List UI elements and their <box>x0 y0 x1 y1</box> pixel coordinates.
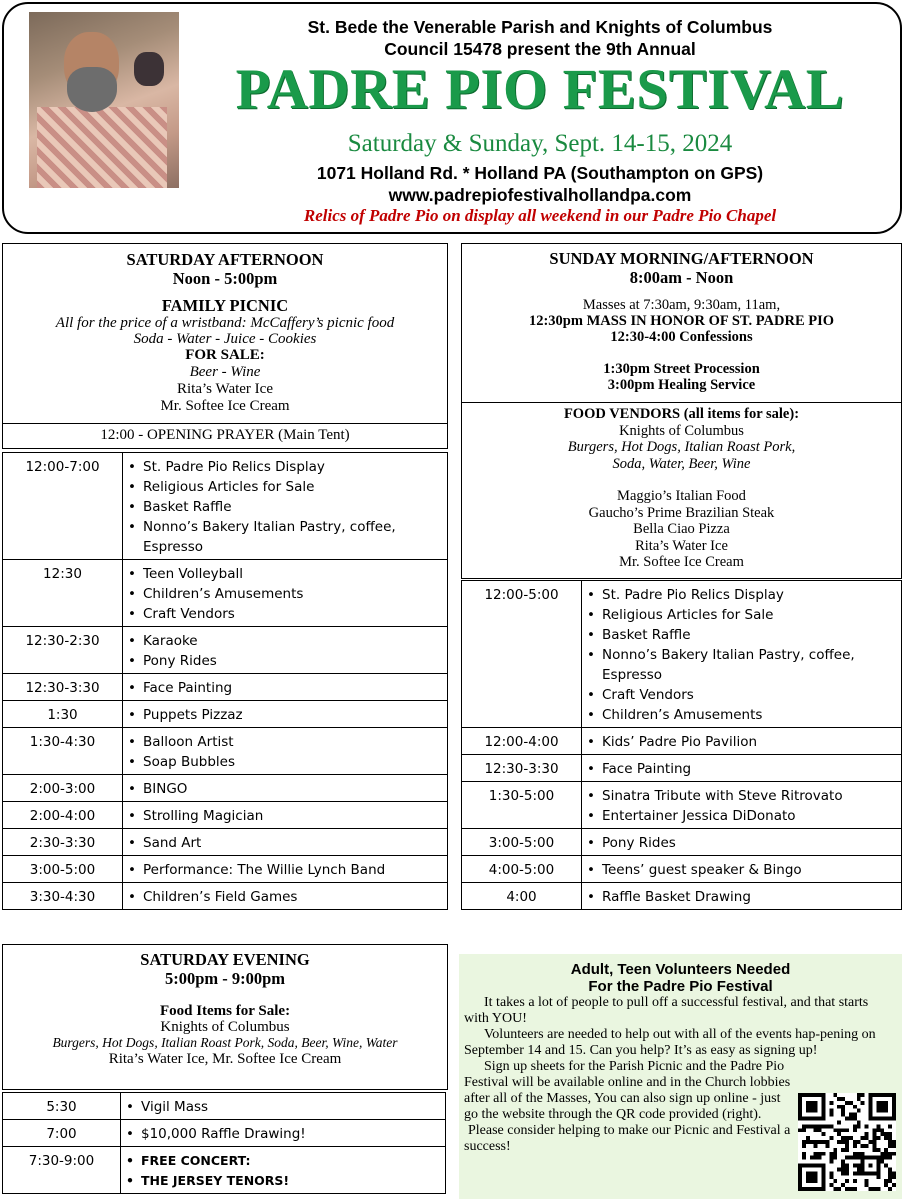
masses-line: Masses at 7:30am, 9:30am, 11am, <box>582 297 781 313</box>
food-vendor: Bella Ciao Pizza <box>633 521 730 537</box>
schedule-item: • Kids’ Padre Pio Pavilion <box>587 732 897 752</box>
sunday-schedule <box>461 580 902 910</box>
schedule-item: • Nonno’s Bakery Italian Pastry, coffee, Espresso <box>587 645 897 685</box>
schedule-row <box>462 728 902 755</box>
schedule-row <box>462 883 902 910</box>
sunday-food-vendors <box>461 402 902 579</box>
schedule-item: • Basket Raffle <box>128 497 443 517</box>
schedule-item: • St. Padre Pio Relics Display <box>587 585 897 605</box>
picnic-line: Soda - Water - Juice - Cookies <box>133 331 317 347</box>
confessions: 12:30-4:00 Confessions <box>610 329 753 345</box>
schedule-row <box>3 856 448 883</box>
festival-address: 1071 Holland Rd. * Holland PA (Southampton on GPS) <box>316 163 764 183</box>
schedule-item: • Performance: The Willie Lynch Band <box>128 860 443 880</box>
section-time: 5:00pm - 9:00pm <box>164 969 286 988</box>
schedule-time: 12:30 <box>3 560 123 627</box>
volunteers-heading: Adult, Teen Volunteers Needed <box>570 961 791 978</box>
schedule-time: 12:00-4:00 <box>462 728 582 755</box>
schedule-item: • Religious Articles for Sale <box>128 477 443 497</box>
schedule-time: 2:00-4:00 <box>3 802 123 829</box>
food-heading: FOOD VENDORS (all items for sale): <box>563 406 800 422</box>
schedule-row <box>3 453 448 560</box>
schedule-time: 1:30-5:00 <box>462 782 582 829</box>
saturday-evening-schedule <box>2 1092 446 1194</box>
schedule-row <box>3 1147 446 1194</box>
schedule-item: • Soap Bubbles <box>128 752 443 772</box>
mass-honor: 12:30pm MASS IN HONOR OF ST. PADRE PIO <box>528 313 835 329</box>
padre-pio-photo <box>29 12 179 188</box>
schedule-items <box>123 802 448 829</box>
schedule-time: 3:00-5:00 <box>462 829 582 856</box>
schedule-items <box>121 1120 446 1147</box>
presenter-line-2: Council 15478 present the 9th Annual <box>384 39 696 59</box>
festival-website[interactable]: www.padrepiofestivalhollandpa.com <box>388 185 692 205</box>
food-vendor: Gaucho’s Prime Brazilian Steak <box>588 504 775 521</box>
schedule-item: • Craft Vendors <box>128 604 443 624</box>
schedule-row <box>3 775 448 802</box>
schedule-time: 2:30-3:30 <box>3 829 123 856</box>
saturday-afternoon-schedule <box>2 452 448 910</box>
schedule-item: • Children’s Amusements <box>587 705 897 725</box>
schedule-item: • Sand Art <box>128 833 443 853</box>
relics-notice: Relics of Padre Pio on display all weekend in our Padre Pio Chapel <box>303 206 777 225</box>
schedule-item: • Religious Articles for Sale <box>587 605 897 625</box>
schedule-row <box>462 856 902 883</box>
schedule-time: 4:00 <box>462 883 582 910</box>
schedule-item: • $10,000 Raffle Drawing! <box>126 1124 441 1144</box>
schedule-row <box>462 782 902 829</box>
schedule-time: 4:00-5:00 <box>462 856 582 883</box>
schedule-row <box>3 701 448 728</box>
schedule-items <box>582 782 902 829</box>
schedule-item: • Face Painting <box>128 678 443 698</box>
schedule-time: 7:30-9:00 <box>3 1147 121 1194</box>
opening-prayer <box>2 423 448 449</box>
schedule-row <box>462 755 902 782</box>
schedule-row <box>462 581 902 728</box>
schedule-item: • Basket Raffle <box>587 625 897 645</box>
food-items: Burgers, Hot Dogs, Italian Roast Pork, Soda, Beer, Wine, Water <box>52 1035 398 1050</box>
volunteers-paragraph: Please consider helping to make our Picnic and Festival a success! <box>464 1123 791 1154</box>
volunteers-paragraph: It takes a lot of people to pull off a successful festival, and that starts with YOU! <box>464 995 869 1026</box>
schedule-items <box>582 581 902 728</box>
schedule-item: • Entertainer Jessica DiDonato <box>587 806 897 826</box>
schedule-items <box>121 1147 446 1194</box>
qr-code[interactable] <box>798 1093 896 1191</box>
section-time: Noon - 5:00pm <box>172 269 278 288</box>
section-heading: SUNDAY MORNING/AFTERNOON <box>549 249 814 268</box>
food-items: Soda, Water, Beer, Wine <box>612 455 751 472</box>
food-vendor: Knights of Columbus <box>619 422 744 439</box>
food-vendor: Rita’s Water Ice <box>635 537 728 554</box>
schedule-item: • Face Painting <box>587 759 897 779</box>
schedule-item: • Pony Rides <box>587 833 897 853</box>
procession: 1:30pm Street Procession <box>603 361 760 377</box>
schedule-time: 1:30-4:30 <box>3 728 123 775</box>
schedule-item: • Sinatra Tribute with Steve Ritrovato <box>587 786 897 806</box>
schedule-time: 12:30-3:30 <box>3 674 123 701</box>
sale-item: Rita’s Water Ice <box>177 381 273 397</box>
schedule-items <box>123 775 448 802</box>
schedule-items <box>123 453 448 560</box>
section-heading: SATURDAY AFTERNOON <box>126 250 324 269</box>
schedule-row <box>462 829 902 856</box>
schedule-row <box>3 728 448 775</box>
schedule-item: • Vigil Mass <box>126 1097 441 1117</box>
schedule-time: 7:00 <box>3 1120 121 1147</box>
festival-header <box>2 2 902 234</box>
schedule-row <box>3 560 448 627</box>
section-time: 8:00am - Noon <box>629 268 734 287</box>
schedule-row <box>3 1120 446 1147</box>
schedule-time: 3:30-4:30 <box>3 883 123 910</box>
schedule-items <box>121 1093 446 1120</box>
volunteers-paragraph: Volunteers are needed to help out with all of the events hap-pening on September 14 and 15. Can you help? It’s as easy as signing up! <box>464 1027 876 1058</box>
schedule-time: 2:00-3:00 <box>3 775 123 802</box>
picnic-line: All for the price of a wristband: McCaffery’s picnic food <box>55 315 395 331</box>
schedule-items <box>123 856 448 883</box>
schedule-item: • Teen Volleyball <box>128 564 443 584</box>
schedule-row <box>3 674 448 701</box>
schedule-item: • Karaoke <box>128 631 443 651</box>
food-vendor: Knights of Columbus <box>160 1019 290 1035</box>
schedule-items <box>123 627 448 674</box>
schedule-time: 5:30 <box>3 1093 121 1120</box>
schedule-time: 12:30-2:30 <box>3 627 123 674</box>
food-items: Burgers, Hot Dogs, Italian Roast Pork, <box>567 439 796 455</box>
schedule-item: • Puppets Pizzaz <box>128 705 443 725</box>
schedule-item: • Raffle Basket Drawing <box>587 887 897 907</box>
schedule-time: 3:00-5:00 <box>3 856 123 883</box>
schedule-item: • BINGO <box>128 779 443 799</box>
schedule-row <box>3 802 448 829</box>
opening-prayer-text: 12:00 - OPENING PRAYER (Main Tent) <box>100 427 350 443</box>
presenter-line-1: St. Bede the Venerable Parish and Knights of Columbus <box>307 17 773 37</box>
section-heading: SATURDAY EVENING <box>140 950 310 969</box>
schedule-time: 12:00-7:00 <box>3 453 123 560</box>
schedule-item: • THE JERSEY TENORS! <box>126 1171 441 1191</box>
schedule-item: • Balloon Artist <box>128 732 443 752</box>
volunteers-paragraph: Sign up sheets for the Parish Picnic and the Padre Pio Festival will be available online and in the Church lobbies after all of the Masses, You can also sign up online - just go the website through the QR code provided (right). <box>464 1059 791 1122</box>
schedule-item: • Children’s Field Games <box>128 887 443 907</box>
schedule-item: • FREE CONCERT: <box>126 1151 441 1171</box>
food-items: Rita’s Water Ice, Mr. Softee Ice Cream <box>108 1051 342 1067</box>
schedule-items <box>582 829 902 856</box>
schedule-time: 1:30 <box>3 701 123 728</box>
schedule-items <box>582 856 902 883</box>
schedule-items <box>123 560 448 627</box>
food-vendor: Maggio’s Italian Food <box>617 488 746 504</box>
schedule-items <box>582 728 902 755</box>
picnic-heading: FAMILY PICNIC <box>161 296 289 315</box>
schedule-time: 12:30-3:30 <box>462 755 582 782</box>
healing-service: 3:00pm Healing Service <box>607 377 756 393</box>
saturday-afternoon-info <box>2 243 448 424</box>
saturday-evening-info <box>2 944 448 1090</box>
volunteers-panel <box>459 954 902 1199</box>
sunday-info <box>461 243 902 403</box>
schedule-row <box>3 883 448 910</box>
schedule-item: • St. Padre Pio Relics Display <box>128 457 443 477</box>
schedule-row <box>3 829 448 856</box>
schedule-item: • Craft Vendors <box>587 685 897 705</box>
festival-title: PADRE PIO FESTIVAL <box>235 58 845 121</box>
schedule-items <box>123 674 448 701</box>
schedule-items <box>582 755 902 782</box>
food-heading: Food Items for Sale: <box>159 1003 291 1019</box>
sale-item: Mr. Softee Ice Cream <box>160 398 290 414</box>
schedule-items <box>123 883 448 910</box>
sale-item: Beer - Wine <box>189 364 261 380</box>
schedule-item: • Teens’ guest speaker & Bingo <box>587 860 897 880</box>
schedule-items <box>123 728 448 775</box>
schedule-item: • Pony Rides <box>128 651 443 671</box>
schedule-row <box>3 1093 446 1120</box>
schedule-items <box>123 829 448 856</box>
schedule-item: • Nonno’s Bakery Italian Pastry, coffee, Espresso <box>128 517 443 557</box>
schedule-items <box>582 883 902 910</box>
schedule-item: • Strolling Magician <box>128 806 443 826</box>
for-sale-label: FOR SALE: <box>185 347 265 363</box>
food-vendor: Mr. Softee Ice Cream <box>619 554 744 570</box>
festival-date: Saturday & Sunday, Sept. 14-15, 2024 <box>347 130 733 157</box>
schedule-time: 12:00-5:00 <box>462 581 582 728</box>
schedule-row <box>3 627 448 674</box>
volunteers-subheading: For the Padre Pio Festival <box>588 978 773 995</box>
schedule-items <box>123 701 448 728</box>
schedule-item: • Children’s Amusements <box>128 584 443 604</box>
